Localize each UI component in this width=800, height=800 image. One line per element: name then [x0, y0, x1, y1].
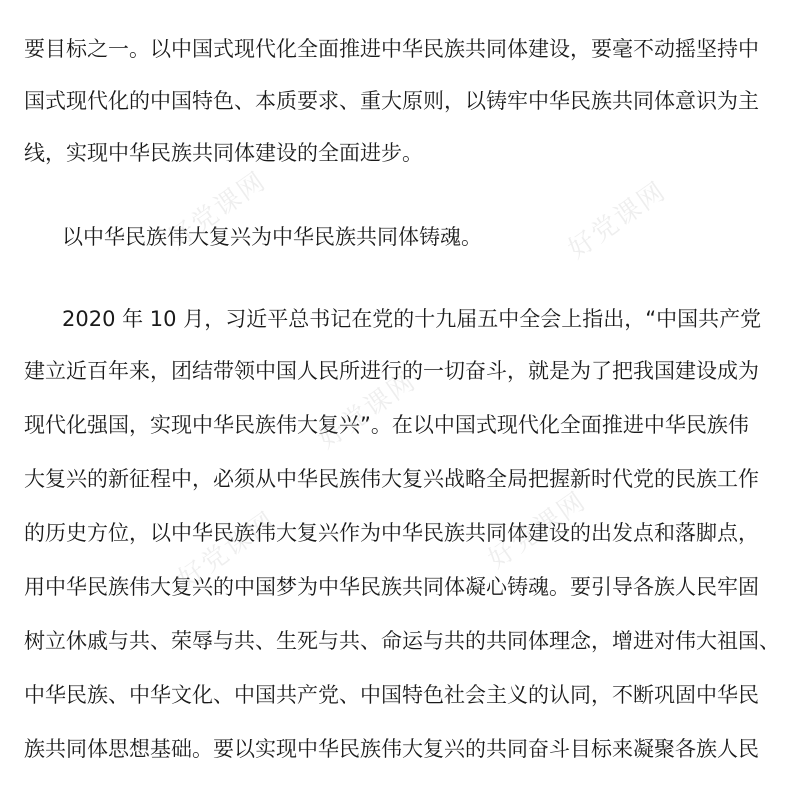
watermark: 好党课网 — [562, 176, 672, 265]
watermark: 好党课网 — [312, 366, 422, 455]
text-line-content: 建立近百年来，团结带领中国人民所进行的一切奋斗，就是为了把我国建设成为 — [24, 359, 759, 383]
text-line-content: 以中华民族伟大复兴为中华民族共同体铸魂。 — [62, 225, 482, 249]
text-line-content: 现代化强国，实现中华民族伟大复兴”。在以中国式现代化全面推进中华民族伟 — [24, 413, 749, 437]
text-line-content: 族共同体思想基础。要以实现中华民族伟大复兴的共同奋斗目标来凝聚各族人民 — [24, 737, 759, 761]
text-line-content: 线，实现中华民族共同体建设的全面进步。 — [24, 141, 423, 165]
text-line-content: 树立休戚与共、荣辱与共、生死与共、命运与共的共同体理念，增进对伟大祖国、 — [24, 629, 780, 653]
paragraph-heading — [0, 215, 800, 259]
text-line — [0, 727, 800, 771]
text-line — [0, 349, 800, 393]
text-line — [0, 673, 800, 717]
text-line — [0, 565, 800, 609]
text-line — [0, 511, 800, 555]
watermark: 好党课网 — [162, 166, 272, 255]
watermark: 好党课网 — [482, 486, 592, 575]
text-line-content: 大复兴的新征程中，必须从中华民族伟大复兴战略全局把握新时代党的民族工作 — [24, 467, 759, 491]
watermark: 好党课网 — [172, 506, 282, 595]
text-line — [0, 297, 800, 341]
text-line — [0, 27, 800, 71]
text-line — [0, 403, 800, 447]
text-line-content: 用中华民族伟大复兴的中国梦为中华民族共同体凝心铸魂。要引导各族人民牢固 — [24, 575, 759, 599]
text-line — [0, 619, 800, 663]
text-line — [0, 79, 800, 123]
text-line-content: 要目标之一。以中国式现代化全面推进中华民族共同体建设，要毫不动摇坚持中 — [24, 37, 759, 61]
text-line-content: 国式现代化的中国特色、本质要求、重大原则，以铸牢中华民族共同体意识为主 — [24, 89, 759, 113]
text-line-content: 中华民族、中华文化、中国共产党、中国特色社会主义的认同，不断巩固中华民 — [24, 683, 759, 707]
text-line — [0, 131, 800, 175]
text-line — [0, 457, 800, 501]
text-line-content: 的历史方位，以中华民族伟大复兴作为中华民族共同体建设的出发点和落脚点， — [24, 521, 759, 545]
text-line-content: 2020 年 10 月，习近平总书记在党的十九届五中全会上指出，“中国共产党 — [62, 307, 762, 331]
